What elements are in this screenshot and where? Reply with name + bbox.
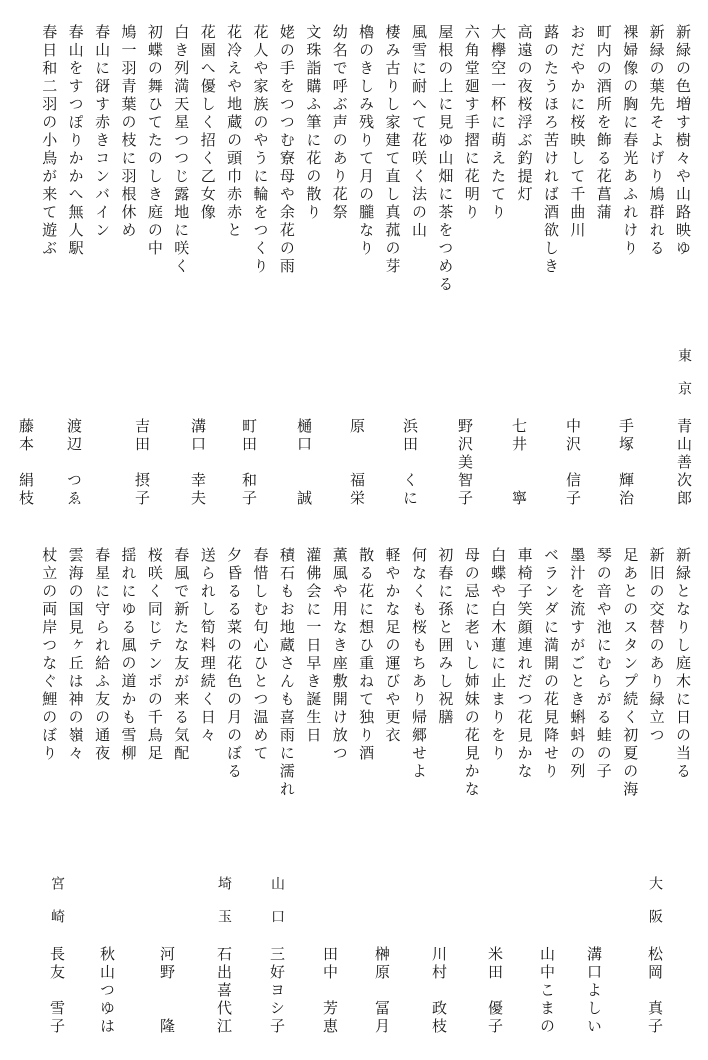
poem-column: 送られし筍料理続く日々 [198, 547, 217, 745]
poem-column: ベランダに満開の花見降せり [541, 547, 560, 781]
poem-column: 棲み古りし家建て直し真菰の芽 [383, 24, 402, 276]
top-poems-block [36, 24, 696, 324]
poem-column: 車椅子笑顔連れだつ花見かな [515, 547, 534, 781]
poem-column: 春日和二羽の小鳥が来て遊ぶ [40, 24, 59, 258]
poem-column: 花冷えや地蔵の頭巾赤赤と [225, 24, 244, 240]
poem-column: 何なくも桜もちあり帰郷せよ [409, 547, 428, 781]
poem-column: 姥の手をつつむ寮母や余花の雨 [277, 24, 296, 276]
poem-column: 高遠の夜桜浮ぶ釣提灯 [515, 24, 534, 204]
poem-column: 風雪に耐へて花咲く法の山 [409, 24, 428, 240]
poem-column: 散る花に想ひ重ねて独り酒 [357, 547, 376, 763]
poem-column: 桜咲く同じテンポの千鳥足 [145, 547, 164, 763]
poem-column: 町内の酒所を飾る花菖蒲 [594, 24, 613, 222]
poem-column: 軽やかな足の運びや更衣 [383, 547, 402, 745]
poem-column: 文珠詣購ふ筆に花の散り [304, 24, 323, 222]
poem-column: 幼名で呼ぶ声のあり花祭 [330, 24, 349, 222]
poem-column: 母の忌に老いし姉妹の花見かな [462, 547, 481, 799]
prefecture-label: 宮崎 [49, 876, 65, 942]
poem-column: 白き列満天星つつじ露地に咲く [172, 24, 191, 276]
author-name: 渡辺 つゑ [65, 418, 83, 508]
poem-column: 春山をすつぽりかかへ無人駅 [66, 24, 85, 258]
prefecture-label: 大阪 [647, 876, 663, 942]
poem-column: 春風で新たな友が来る気配 [172, 547, 191, 763]
author-name: 青山善次郎 [675, 418, 693, 508]
poem-column: 大欅空一杯に萌えたてり [489, 24, 508, 222]
prefecture-label: 東京 [676, 348, 692, 414]
author-name: 石出喜代江 [215, 946, 233, 1036]
poem-column: 新緑の葉先そよげり鳩群れる [647, 24, 666, 258]
poem-column: 灌佛会に一日早き誕生日 [304, 547, 323, 745]
poem-column: 琴の音や池にむらがる蛙の子 [594, 547, 613, 781]
poem-column: おだやかに桜映して千曲川 [568, 24, 587, 240]
author-name: 米田 優子 [486, 946, 504, 1036]
poem-column: 夕昏るる菜の花色の月のぼる [225, 547, 244, 781]
poem-column: 裸婦像の胸に春光あふれけり [621, 24, 640, 258]
poem-column: 薫風や用なき座敷開け放つ [330, 547, 349, 763]
poem-column: 雲海の国見ヶ丘は神の嶺々 [66, 547, 85, 763]
author-name: 中沢 信子 [564, 418, 582, 508]
author-name: 樋口 誠 [295, 418, 313, 508]
poem-column: 六角堂廻す手摺に花明り [462, 24, 481, 222]
poem-column: 新旧の交替のあり緑立つ [647, 547, 666, 745]
author-name: 山中こまの [538, 946, 556, 1036]
author-name: 松岡 真子 [646, 946, 664, 1036]
author-name: 河野 隆 [158, 946, 176, 1036]
poem-column: 足あとのスタンプ続く初夏の海 [621, 547, 640, 799]
poem-column: 春山に谺す赤きコンバイン [93, 24, 112, 240]
author-name: 溝口 幸夫 [189, 418, 207, 508]
author-name: 手塚 輝治 [617, 418, 635, 508]
poem-column: 櫓のきしみ残りて月の朧なり [357, 24, 376, 258]
author-name: 秋山つゆは [98, 946, 116, 1036]
poem-column: 春惜しむ句心ひとつ温めて [251, 547, 270, 763]
poem-column: 墨汁を流すがごとき蝌蚪の列 [568, 547, 587, 781]
poem-column: 杖立の両岸つなぐ鯉のぼり [40, 547, 59, 763]
prefecture-label: 埼玉 [216, 876, 232, 942]
poem-column: 花人や家族のやうに輪をつくり [251, 24, 270, 276]
poem-column: 鳩一羽青葉の枝に羽根休め [119, 24, 138, 240]
poem-column: 初蝶の舞ひてたのしき庭の中 [145, 24, 164, 258]
author-name: 榊原 冨月 [373, 946, 391, 1036]
poem-column: 白蝶や白木蓮に止まりをり [489, 547, 508, 763]
poem-column: 積石もお地蔵さんも喜雨に濡れ [277, 547, 296, 799]
author-name: 野沢美智子 [456, 418, 474, 508]
author-name: 七井 寧 [510, 418, 528, 508]
author-name: 町田 和子 [240, 418, 258, 508]
author-name: 浜田 くに [401, 418, 419, 508]
poem-column: 花園へ優しく招く乙女像 [198, 24, 217, 222]
author-name: 吉田 摂子 [133, 418, 151, 508]
poem-column: 屋根の上に見ゆ山畑に茶をつめる [436, 24, 455, 294]
author-name: 田中 芳恵 [321, 946, 339, 1036]
author-name: 原 福栄 [348, 418, 366, 508]
author-name: 溝口よしい [585, 946, 603, 1036]
poem-column: 揺れにゆる風の道かも雪柳 [119, 547, 138, 763]
poem-column: 蕗のたうほろ苦ければ酒欲しき [541, 24, 560, 276]
poem-column: 初春に孫と囲みし祝膳 [436, 547, 455, 727]
author-name: 藤本 絹枝 [17, 418, 35, 508]
poem-column: 春星に守られ給ふ友の通夜 [93, 547, 112, 763]
author-name: 三好ヨシ子 [268, 946, 286, 1036]
prefecture-label: 山口 [269, 876, 285, 942]
author-name: 川村 政枝 [430, 946, 448, 1036]
poem-column: 新緑となりし庭木に日の当る [674, 547, 692, 781]
poem-column: 新緑の色増す樹々や山路映ゆ [674, 24, 692, 258]
author-name: 長友 雪子 [48, 946, 66, 1036]
bottom-poems-block [36, 547, 696, 847]
